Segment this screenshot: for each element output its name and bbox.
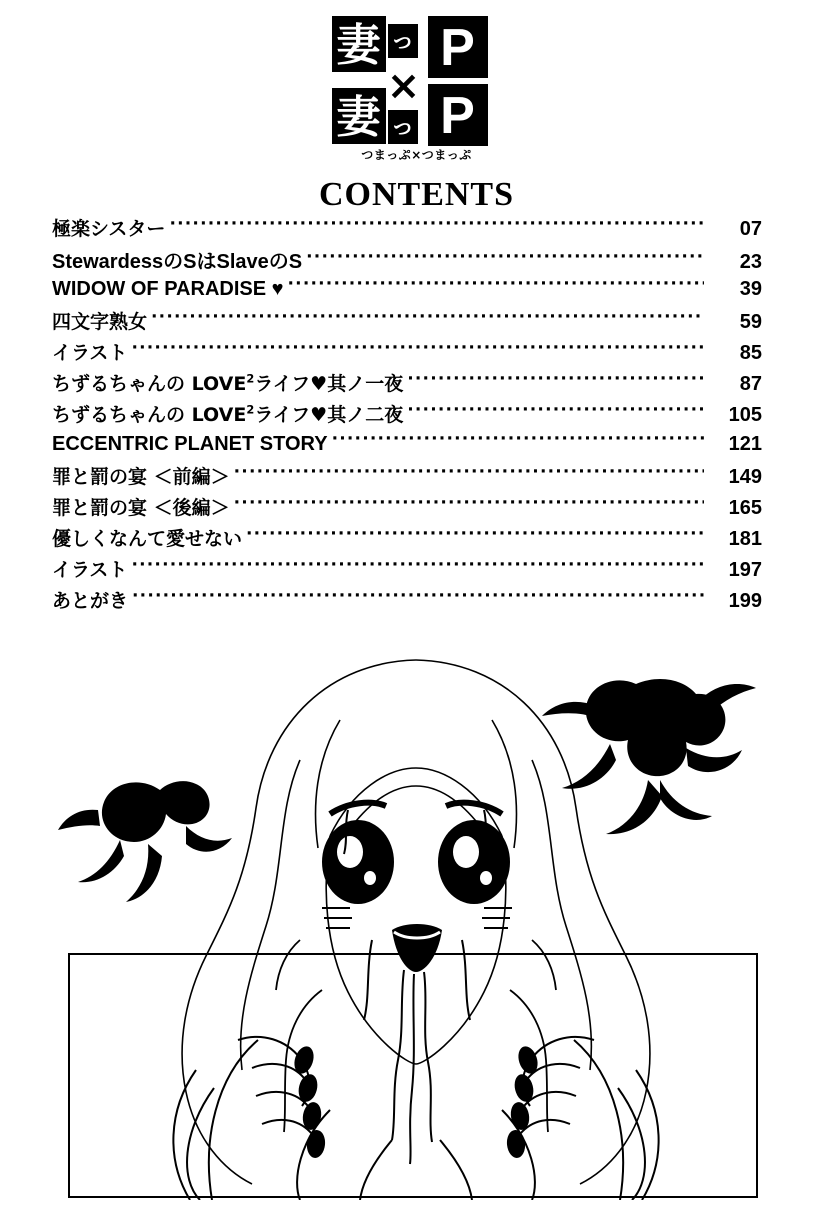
toc-leader-dots [306,249,704,268]
toc-entry[interactable] [52,524,762,555]
toc-entry-title: 極楽シスター [52,218,166,240]
toc-entry-title: 罪と罰の宴 ＜前編＞ [52,466,230,488]
toc-entry[interactable] [52,555,762,586]
toc-entry-title: ちずるちゃんの LOVE$^2$ライフ♥其ノ一夜 [52,371,404,395]
toc-leader-dots [407,402,704,421]
toc-entry-page: 165 [728,497,762,519]
logo-cross-icon: × [386,63,421,109]
illustration-frame [68,953,758,1198]
toc-entry-title: StewardessのSはSlaveのS [52,251,303,273]
toc-leader-dots [234,495,704,514]
toc-entry-page: 59 [739,311,762,333]
toc-entry[interactable] [52,276,762,307]
logo-kana-bottom: っ [388,110,418,144]
table-of-contents [52,214,762,617]
logo-romaji-caption: つまっぷ×つまっぷ [361,148,472,162]
toc-leader-dots [288,276,705,295]
toc-entry-title: イラスト [52,559,128,581]
toc-leader-dots [132,588,704,607]
toc-leader-dots [246,526,704,545]
toc-entry[interactable] [52,369,762,400]
toc-leader-dots [234,464,704,483]
toc-entry-page: 87 [739,373,762,395]
toc-entry-page: 199 [728,590,762,612]
toc-leader-dots [151,309,704,328]
toc-entry-title: 罪と罰の宴 ＜後編＞ [52,497,230,519]
toc-leader-dots [131,340,704,359]
toc-leader-dots [407,371,704,390]
toc-entry-title: ECCENTRIC PLANET STORY [52,433,328,455]
book-logo [0,14,833,167]
page-title: CONTENTS [318,176,515,213]
toc-entry-page: 105 [728,404,762,426]
toc-entry-title: ちずるちゃんの LOVE$^2$ライフ♥其ノ二夜 [52,402,404,426]
toc-entry-title: 優しくなんて愛せない [52,528,243,550]
logo-letter-p-bottom: P [428,84,488,146]
toc-entry[interactable] [52,245,762,276]
toc-entry[interactable] [52,214,762,245]
toc-entry[interactable] [52,462,762,493]
logo-kanji-bottom: 妻 [332,88,386,144]
toc-entry-title: 四文字熟女 [52,311,148,333]
flower-right [542,679,756,834]
logo-kanji-top: 妻 [332,16,386,72]
toc-leader-dots [332,431,704,450]
toc-entry-page: 07 [739,218,762,240]
toc-entry-page: 181 [728,528,762,550]
toc-entry-title: イラスト [52,342,128,364]
toc-entry[interactable] [52,307,762,338]
toc-entry-page: 85 [739,342,762,364]
cover-illustration [0,640,833,1200]
flower-left [58,781,232,902]
toc-entry-page: 39 [739,278,762,300]
logo-kana-top: っ [388,24,418,58]
toc-entry[interactable] [52,338,762,369]
toc-entry-page: 121 [728,433,762,455]
toc-entry-page: 149 [728,466,762,488]
toc-entry[interactable] [52,493,762,524]
toc-entry[interactable] [52,586,762,617]
logo-mark [332,14,502,162]
toc-entry-page: 197 [728,559,762,581]
toc-leader-dots [131,557,704,576]
toc-entry[interactable] [52,431,762,462]
toc-entry-page: 23 [739,251,762,273]
eye-left [322,820,394,904]
eye-right [438,820,510,904]
toc-leader-dots [169,216,704,235]
toc-entry-title: あとがき [52,590,129,612]
logo-letter-p-top: P [428,16,488,78]
toc-entry[interactable] [52,400,762,431]
toc-entry-title: WIDOW OF PARADISE ♥ [52,278,284,300]
